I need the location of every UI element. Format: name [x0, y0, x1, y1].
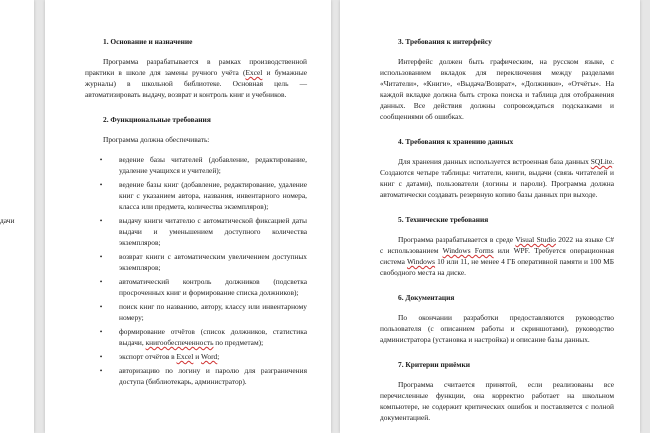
middle-page — [45, 0, 331, 433]
section-4-paragraph: Для хранения данных используется встроенная база данных SQLite. Создаются четыре таблицы: читатели, книги, выдачи (связь читателей и книг с датами), пользователи (логины и пароли). Программа должна автоматически создавать резервную копию базы данных при выходе. — [380, 157, 614, 199]
section-1-paragraph: Программа разрабатывается в рамках производственной практики в школе для замены ручного учёта (Excel и бумажные журналы) в школьной библиотеке. Основная цель — автоматизировать выдачу, возврат и контроль книг и учебников. — [85, 57, 307, 99]
section-6-paragraph: По окончании разработки предоставляются руководство пользователя (с описанием работы и скриншотами), руководство администратора (установка и настройка) и описание базы данных. — [380, 313, 614, 344]
list-item: • формирование отчётов (список должников, статистика выдачи, книгообеспеченность по предметам); — [99, 327, 307, 347]
left-page — [0, 0, 34, 433]
section-3-heading: 3. Требования к интерфейсу — [398, 37, 492, 46]
section-5-paragraph: Программа разрабатывается в среде Visual Studio 2022 на языке C# с использованием Windows Forms или WPF. Требуется операционная система Windows 10 или 11, не менее 4 ГБ оперативной памяти и 100 МБ свободного места на диске. — [380, 235, 615, 277]
section-4-heading: 4. Требования к хранению данных — [398, 137, 514, 146]
left-page-fragment: дачи — [0, 216, 15, 225]
right-page-content — [380, 36, 614, 432]
list-item: • ведение базы книг (добавление, редактирование, удаление книг с указанием автора, названия, инвентарного номера, класса или предмета, количества экземпляров); — [99, 180, 307, 211]
section-2-intro: Программа должна обеспечивать: — [103, 135, 210, 144]
list-item: • авторизацию по логину и паролю для разграничения доступа (библиотекарь, администратор). — [99, 366, 307, 386]
list-item: • поиск книг по названию, автору, классу или инвентарному номеру; — [99, 302, 307, 322]
list-item: • выдачу книги читателю с автоматической фиксацией даты выдачи и уменьшением доступного количества экземпляров; — [99, 216, 307, 247]
right-page — [340, 0, 640, 433]
list-item: • возврат книги с автоматическим увеличением доступных экземпляров; — [99, 252, 307, 272]
section-7-paragraph: Программа считается принятой, если реализованы все перечисленные функции, она корректно работает на школьном компьютере, не содержит критических ошибок и поставляется с полной документацией. — [380, 380, 614, 422]
section-1-heading: 1. Основание и назначение — [103, 37, 193, 46]
section-6-heading: 6. Документация — [398, 293, 455, 302]
requirements-list — [85, 154, 307, 387]
section-5-heading: 5. Технические требования — [398, 215, 489, 224]
section-7-heading: 7. Критерии приёмки — [398, 360, 470, 369]
list-item: • экспорт отчётов в Excel и Word; — [99, 352, 220, 361]
list-item: • ведение базы читателей (добавление, редактирование, удаление учащихся и учителей); — [99, 155, 307, 175]
middle-page-content — [85, 36, 307, 393]
section-3-paragraph: Интерфейс должен быть графическим, на русском языке, с использованием вкладок для переключения между разделами «Читатели», «Книги», «Выдача/Возврат», «Должники», «Отчёты». На каждой вкладке должна быть строка поиска и таблица для отображения данных. Все действия должны сопровождаться подсказками и сообщениями об ошибках. — [380, 57, 614, 121]
list-item: • автоматический контроль должников (подсветка просроченных книг и формирование списка должников); — [99, 277, 307, 297]
section-2-heading: 2. Функциональные требования — [103, 115, 211, 124]
